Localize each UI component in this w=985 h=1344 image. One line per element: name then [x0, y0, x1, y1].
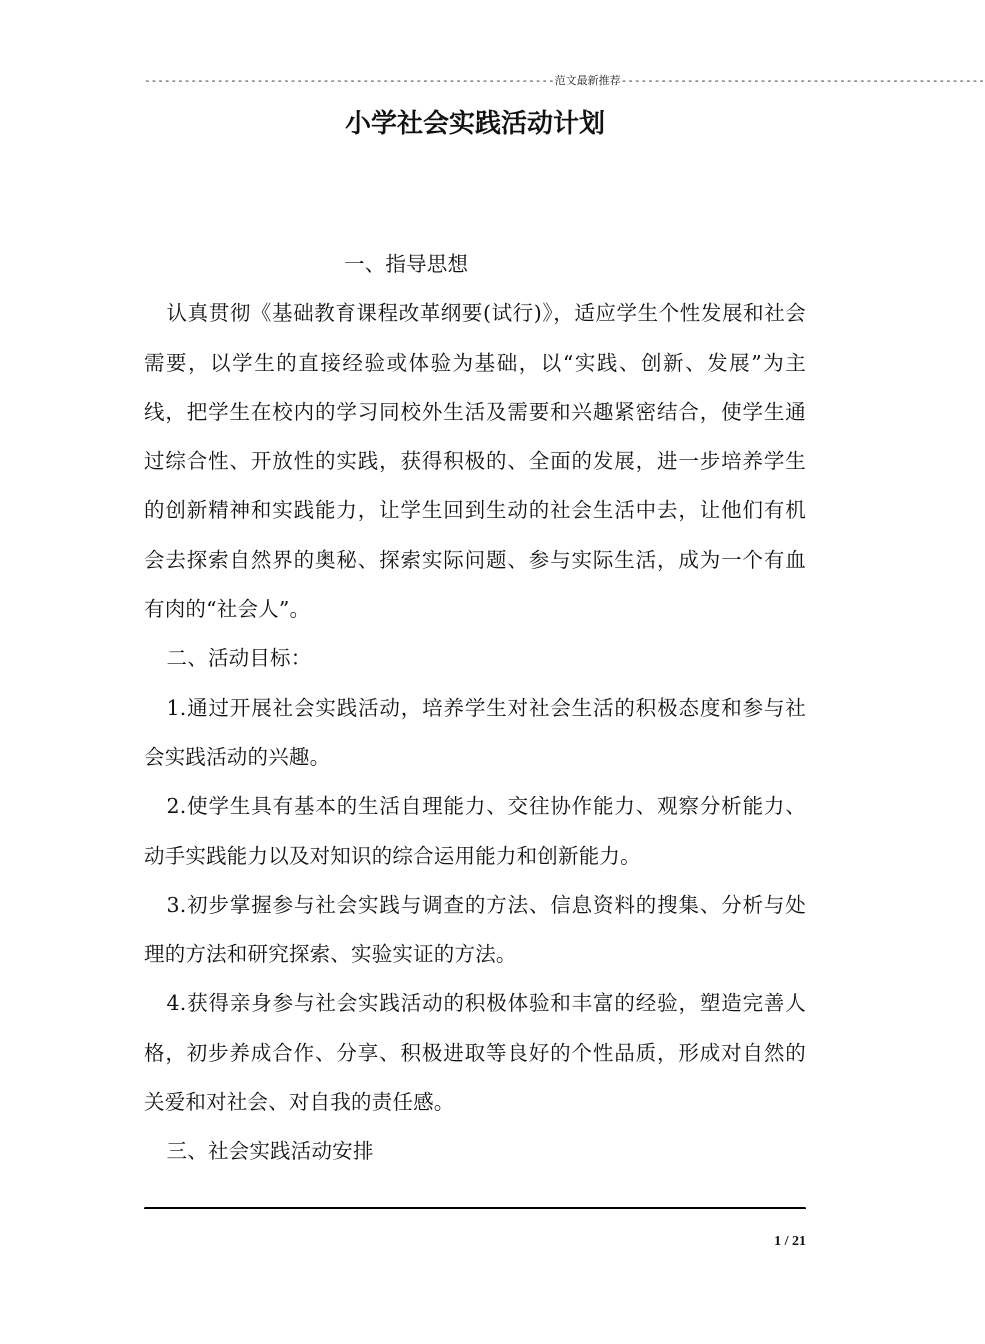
- document-title: 小学社会实践活动计划: [344, 109, 605, 139]
- section-heading-goals: 二、活动目标：: [166, 646, 312, 671]
- page-number: 1 / 21: [774, 1234, 806, 1249]
- section-heading-arrangement: 三、社会实践活动安排: [166, 1139, 374, 1164]
- footer-rule: [144, 1207, 806, 1210]
- document-body: [144, 240, 806, 1177]
- header-label: 范文最新推荐: [554, 74, 621, 87]
- goal-item-1: 1.通过开展社会实践活动，培养学生对社会生活的积极态度和参与社会实践活动的兴趣。: [144, 695, 806, 769]
- goal-item-2: 2.使学生具有基本的生活自理能力、交往协作能力、观察分析能力、动手实践能力以及对知识的综合运用能力和创新能力。: [144, 794, 806, 868]
- header-banner: [144, 72, 985, 90]
- header-dashes-left: --------------------------------------------------------------: [144, 74, 555, 87]
- goal-item-4: 4.获得亲身参与社会实践活动的积极体验和丰富的经验，塑造完善人格，初步养成合作、分享、积极进取等良好的个性品质，形成对自然的关爱和对社会、对自我的责任感。: [144, 991, 806, 1115]
- goal-item-3: 3.初步掌握参与社会实践与调查的方法、信息资料的搜集、分析与处理的方法和研究探索、实验实证的方法。: [144, 892, 806, 967]
- section-heading: 一、指导思想: [344, 252, 469, 276]
- header-dashes-right: -------------------------------------------------------: [620, 74, 985, 87]
- paragraph-guiding-thought: 认真贯彻《基础教育课程改革纲要(试行)》，适应学生个性发展和社会需要，以学生的直接经验或体验为基础，以“实践、创新、发展”为主线，把学生在校内的学习同校外生活及需要和兴趣紧密结合，使学生通过综合性、开放性的实践，获得积极的、全面的发展，进一步培养学生的创新精神和实践能力，让学生回到生动的社会生活中去，让他们有机会去探索自然界的奥秘、探索实际问题、参与实际生活，成为一个有血有肉的“社会人”。: [144, 301, 806, 622]
